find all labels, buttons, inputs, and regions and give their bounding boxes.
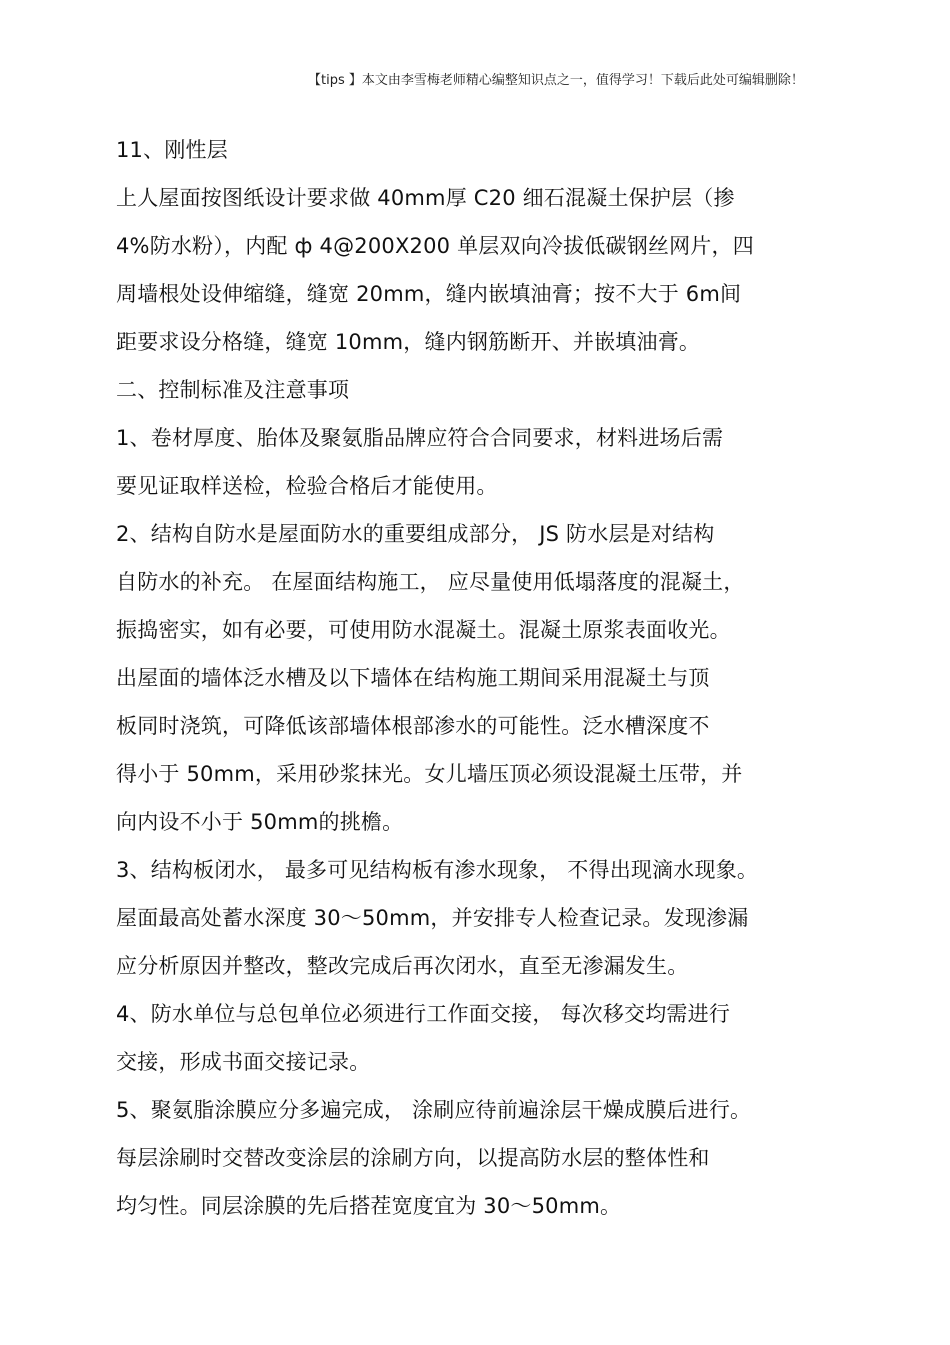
text-line: 振捣密实，如有必要，可使用防水混凝土。混凝土原浆表面收光。	[116, 618, 731, 642]
text-line: 出屋面的墙体泛水槽及以下墙体在结构施工期间采用混凝土与顶	[116, 666, 710, 690]
text-line: 交接，形成书面交接记录。	[116, 1050, 371, 1074]
text-line: 上人屋面按图纸设计要求做 40mm厚 C20 细石混凝土保护层（掺	[116, 186, 735, 210]
text-line: 1、卷材厚度、胎体及聚氨脂品牌应符合合同要求，材料进场后需	[116, 426, 724, 450]
text-line: 距要求设分格缝，缝宽 10mm，缝内钢筋断开、并嵌填油膏。	[116, 330, 701, 354]
text-line: 应分析原因并整改，整改完成后再次闭水，直至无渗漏发生。	[116, 954, 689, 978]
text-line: 2、结构自防水是屋面防水的重要组成部分， JS 防水层是对结构	[116, 522, 715, 546]
text-line: 5、聚氨脂涂膜应分多遍完成， 涂刷应待前遍涂层干燥成膜后进行。	[116, 1098, 752, 1122]
text-line: 得小于 50mm，采用砂浆抹光。女儿墙压顶必须设混凝土压带，并	[116, 762, 743, 786]
text-line: 周墙根处设伸缩缝，缝宽 20mm，缝内嵌填油膏；按不大于 6m间	[116, 282, 742, 306]
text-line: 自防水的补充。 在屋面结构施工， 应尽量使用低塌落度的混凝土，	[116, 570, 745, 594]
text-line: 屋面最高处蓄水深度 30～50mm，并安排专人检查记录。发现渗漏	[116, 906, 749, 930]
text-line: 每层涂刷时交替改变涂层的涂刷方向，以提高防水层的整体性和	[116, 1146, 710, 1170]
section-heading: 二、控制标准及注意事项	[116, 378, 350, 402]
text-line: 均匀性。同层涂膜的先后搭茬宽度宜为 30～50mm。	[116, 1194, 622, 1218]
text-line: 板同时浇筑，可降低该部墙体根部渗水的可能性。泛水槽深度不	[116, 714, 710, 738]
section-heading: 11、刚性层	[116, 138, 228, 162]
text-line: 向内设不小于 50mm的挑檐。	[116, 810, 404, 834]
tips-header: 【tips 】本文由李雪梅老师精心编整知识点之一，值得学习！下载后此处可编辑删除！	[308, 73, 804, 88]
document-body	[116, 126, 876, 1230]
text-line: 4、防水单位与总包单位必须进行工作面交接， 每次移交均需进行	[116, 1002, 731, 1026]
text-line: 要见证取样送检，检验合格后才能使用。	[116, 474, 498, 498]
text-line: 4%防水粉），内配 ф 4@200X200 单层双向冷拔低碳钢丝网片，四	[116, 234, 754, 258]
text-line: 3、结构板闭水， 最多可见结构板有渗水现象， 不得出现滴水现象。	[116, 858, 759, 882]
